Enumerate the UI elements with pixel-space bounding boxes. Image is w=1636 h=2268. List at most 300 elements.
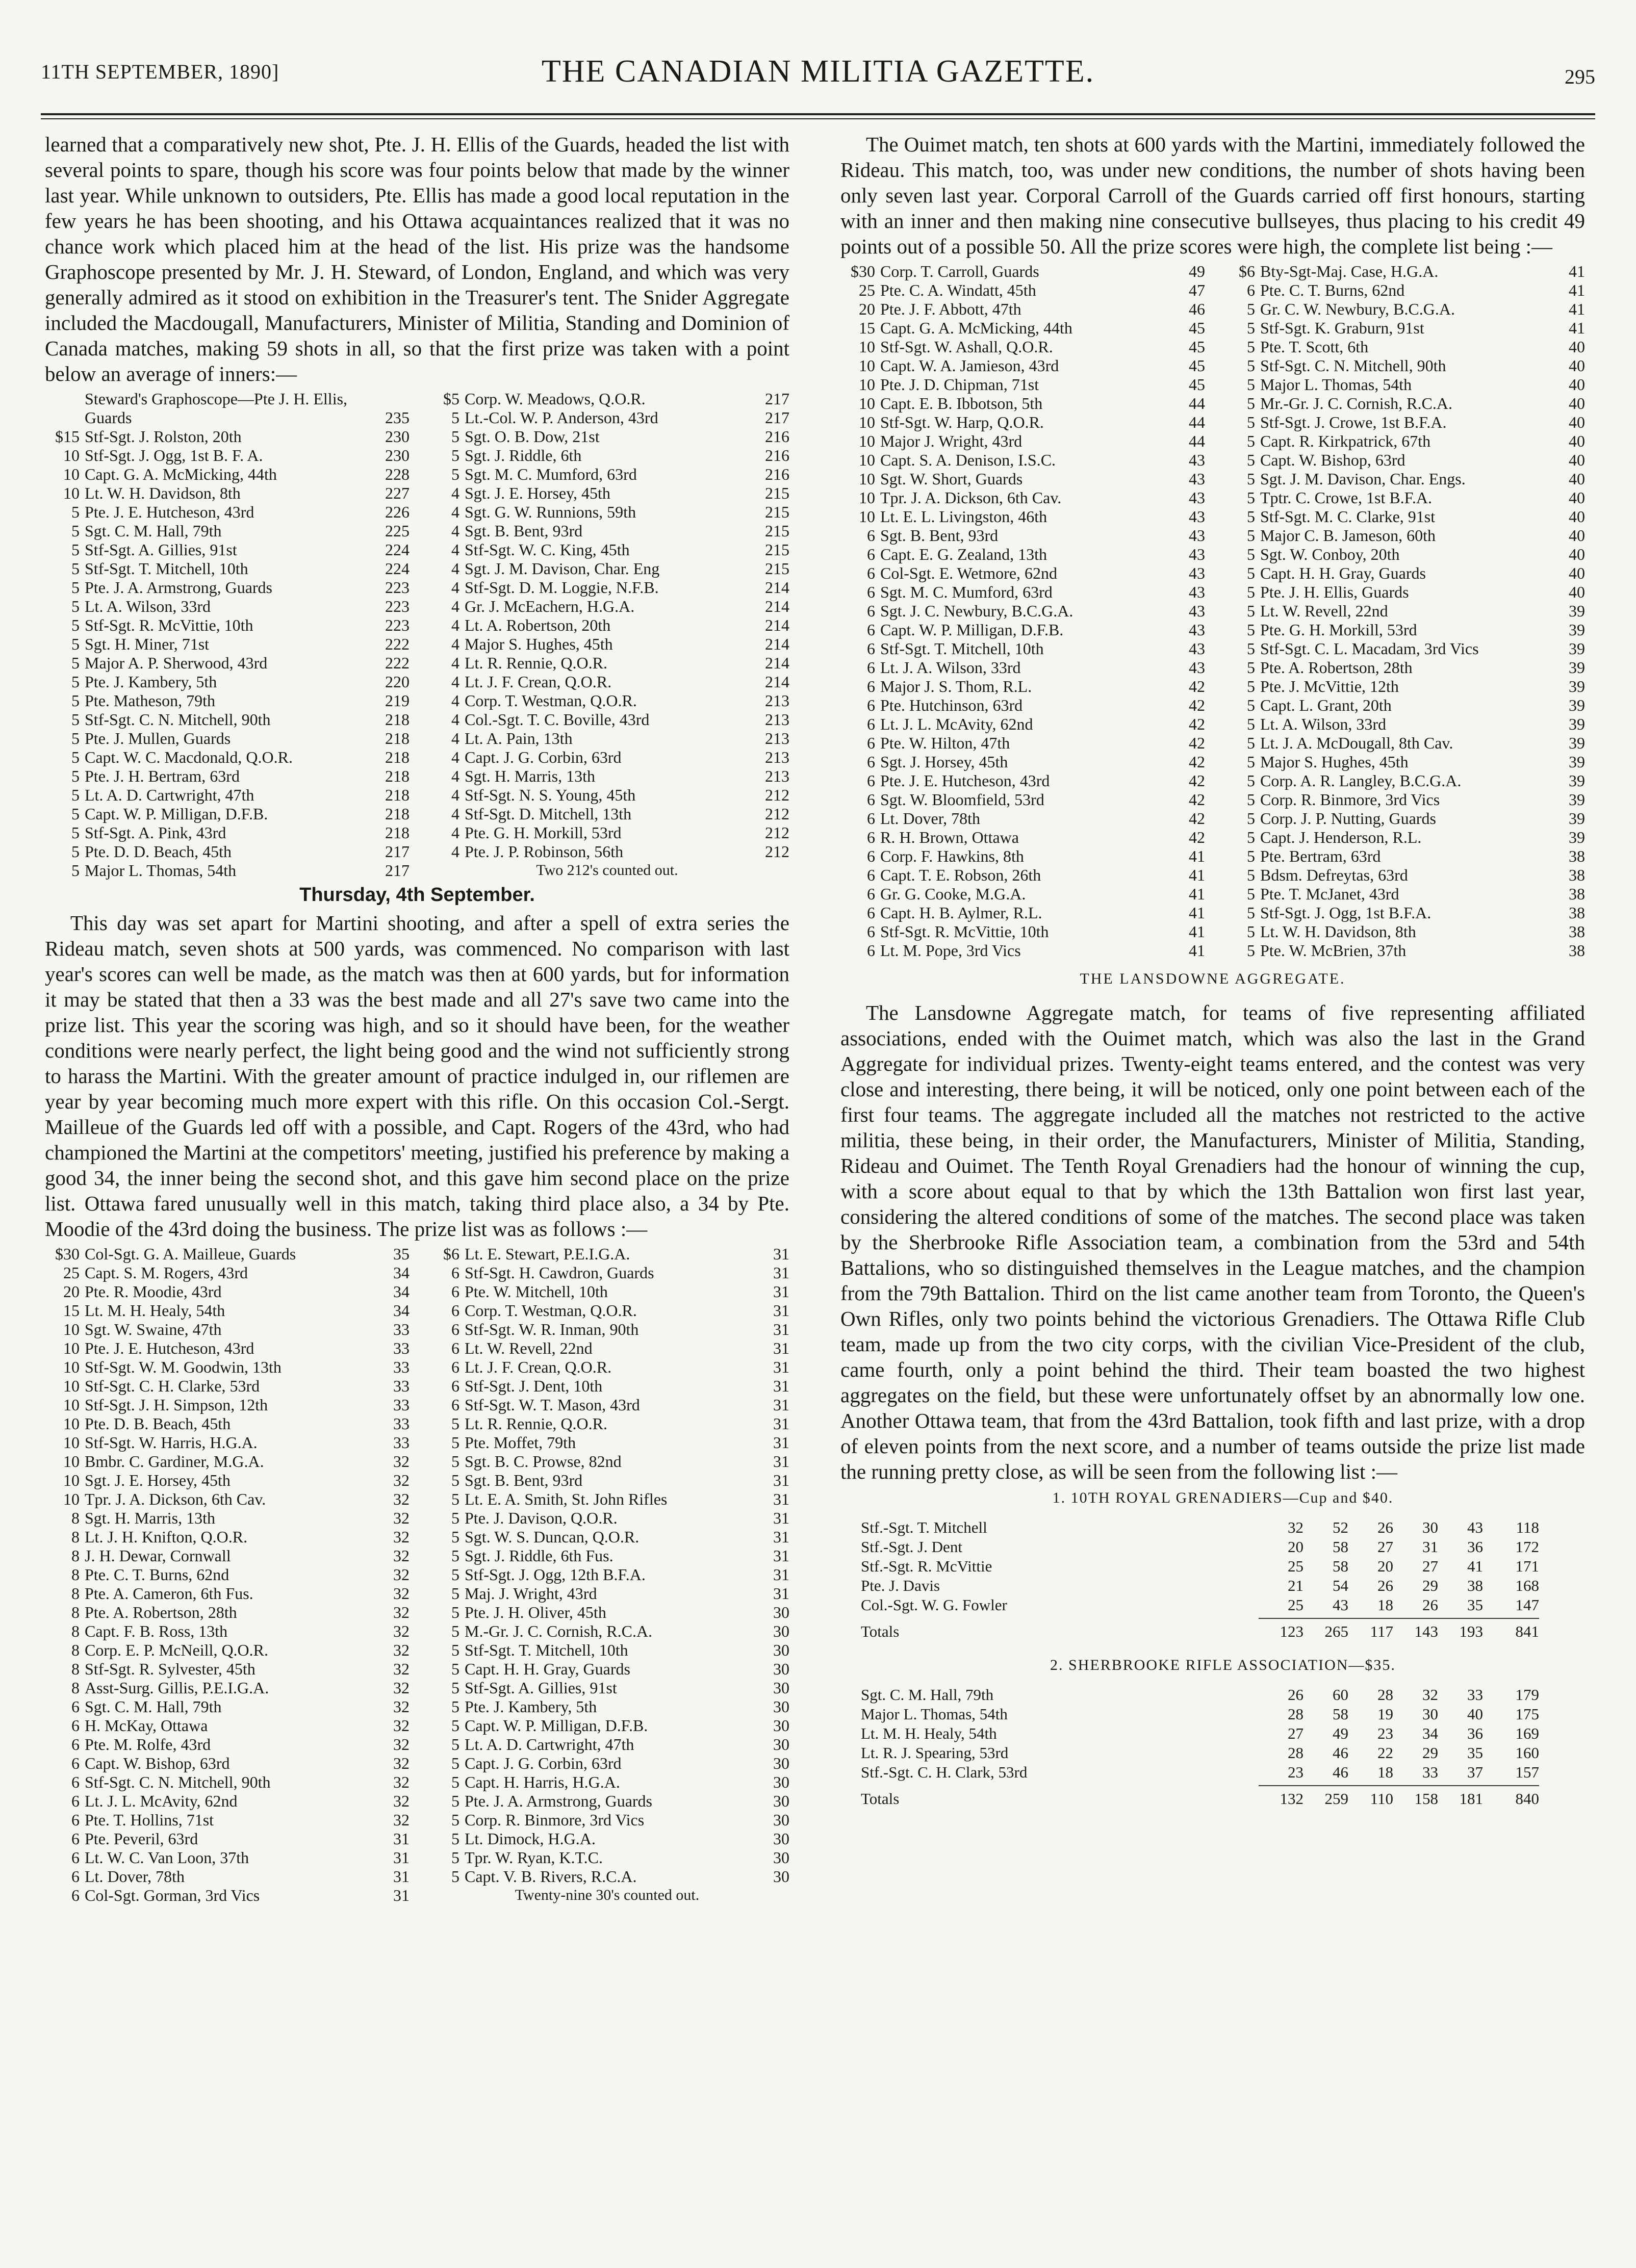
prize-row (45, 540, 410, 559)
competitor-name: Capt. S. A. Denison, I.S.C. (880, 451, 1056, 469)
match-score: 143 (1414, 1622, 1438, 1640)
competitor-name: Major J. S. Thom, R.L. (880, 677, 1032, 695)
match-score: 123 (1280, 1622, 1303, 1640)
competitor-name: Capt. V. B. Rivers, R.C.A. (465, 1867, 637, 1886)
score: 34 (393, 1282, 410, 1301)
match-score: 29 (1422, 1577, 1438, 1594)
competitor-name: Pte. A. Cameron, 6th Fus. (85, 1584, 253, 1603)
competitor-name: Col-Sgt. G. A. Mailleue, Guards (85, 1245, 296, 1263)
prize-amount: 20 (859, 300, 875, 318)
prize-row (1220, 941, 1585, 960)
prize-amount: 6 (867, 639, 875, 658)
competitor-name: Corp. J. P. Nutting, Guards (1260, 809, 1436, 828)
competitor-name: Capt. W. Bishop, 63rd (1260, 451, 1405, 469)
score: 32 (393, 1547, 410, 1565)
prize-row (1220, 507, 1585, 526)
competitor-name: Capt. R. Kirkpatrick, 67th (1260, 432, 1431, 450)
competitor-name: Stf-Sgt. J. Rolston, 20th (85, 427, 242, 446)
ouimet-prize-list (840, 262, 1585, 960)
competitor-name: Pte. J. F. Abbott, 47th (880, 300, 1021, 318)
score: 41 (1189, 904, 1205, 922)
score: 212 (765, 842, 789, 861)
score: 32 (393, 1490, 410, 1508)
score: 33 (393, 1377, 410, 1395)
prize-amount: 6 (867, 696, 875, 714)
prize-row (1220, 885, 1585, 904)
score: 31 (773, 1320, 789, 1338)
competitor-name: Lt.-Col. W. P. Anderson, 43rd (465, 408, 658, 427)
score: 45 (1189, 338, 1205, 356)
competitor-name: Corp. R. Binmore, 3rd Vics (465, 1811, 645, 1829)
score: 42 (1189, 715, 1205, 733)
score: 39 (1569, 602, 1585, 620)
prize-row (840, 696, 1205, 715)
competitor-name: Capt. W. P. Milligan, D.F.B. (465, 1716, 648, 1735)
score: 33 (393, 1358, 410, 1376)
prize-row (840, 828, 1205, 847)
prize-row (45, 1867, 410, 1886)
prize-amount: 10 (859, 470, 875, 488)
competitor-name: Stf-Sgt. J. Ogg, 1st B. F. A. (85, 446, 263, 465)
score: 32 (393, 1452, 410, 1471)
prize-amount: 6 (867, 526, 875, 545)
competitor-name: Major A. P. Sherwood, 43rd (85, 654, 268, 672)
score: 43 (1189, 639, 1205, 658)
prize-amount: 4 (451, 729, 459, 748)
prize-row (425, 1377, 789, 1396)
prize-row (425, 1471, 789, 1490)
prize-amount: 5 (1247, 621, 1255, 639)
competitor-name: Pte. W. Hilton, 47th (880, 734, 1010, 752)
prize-row (1220, 432, 1585, 451)
score: 223 (385, 597, 410, 615)
score: 42 (1189, 771, 1205, 790)
score: 31 (773, 1358, 789, 1376)
score: 44 (1189, 413, 1205, 431)
match-score: 117 (1370, 1622, 1393, 1640)
score: 213 (765, 729, 789, 748)
match-score: 40 (1467, 1705, 1483, 1723)
score: 218 (385, 823, 410, 842)
score: 33 (393, 1414, 410, 1433)
competitor-name: Stf-Sgt. R. McVittie, 10th (880, 922, 1049, 941)
score: 226 (385, 503, 410, 521)
prize-row (425, 390, 789, 408)
score: 41 (1569, 262, 1585, 280)
prize-amount: $6 (1239, 262, 1255, 280)
competitor-name: Col-Sgt. E. Wetmore, 62nd (880, 564, 1058, 582)
score: 42 (1189, 734, 1205, 752)
score: 32 (393, 1811, 410, 1829)
prize-row (840, 885, 1205, 904)
prize-amount: 6 (867, 904, 875, 922)
score: 35 (393, 1245, 410, 1263)
competitor-name: Capt. W. P. Milligan, D.F.B. (85, 805, 268, 823)
competitor-name: Lt. W. Revell, 22nd (465, 1339, 593, 1357)
score: 214 (765, 635, 789, 653)
prize-amount: 5 (451, 1829, 459, 1848)
member-name: Lt. M. H. Healy, 54th (861, 1724, 997, 1742)
prize-row (1220, 281, 1585, 300)
aggregate-total: 147 (1515, 1596, 1539, 1614)
prize-amount: 6 (451, 1377, 459, 1395)
prize-amount: 5 (451, 1716, 459, 1735)
prize-amount: 6 (867, 753, 875, 771)
score: 42 (1189, 790, 1205, 809)
list-note: Twenty-nine 30's counted out. (515, 1887, 700, 1903)
prize-amount: 10 (859, 375, 875, 394)
competitor-name: Pte. Bertram, 63rd (1260, 847, 1381, 865)
prize-amount: 5 (1247, 432, 1255, 450)
score: 218 (385, 710, 410, 729)
prize-row (425, 1622, 789, 1641)
score: 31 (773, 1490, 789, 1508)
competitor-name: Capt. F. B. Ross, 13th (85, 1622, 228, 1640)
prize-amount: 5 (451, 1509, 459, 1527)
prize-row (45, 1339, 410, 1358)
competitor-name: Sgt. W. Bloomfield, 53rd (880, 790, 1044, 809)
score: 42 (1189, 753, 1205, 771)
match-score: 38 (1467, 1577, 1483, 1594)
prize-list-col (425, 390, 789, 880)
match-score: 20 (1377, 1557, 1393, 1575)
score: 33 (393, 1320, 410, 1338)
competitor-name: Lt. J. F. Crean, Q.O.R. (465, 673, 612, 691)
competitor-name: Tpr. J. A. Dickson, 6th Cav. (880, 488, 1062, 507)
prize-amount: 10 (859, 413, 875, 431)
score: 215 (765, 484, 789, 502)
score: 30 (773, 1660, 789, 1678)
score: 214 (765, 597, 789, 615)
competitor-name: Lt. Dover, 78th (880, 809, 981, 828)
prize-row (45, 503, 410, 522)
score: 31 (773, 1414, 789, 1433)
prize-amount: 5 (1247, 470, 1255, 488)
competitor-name: Pte. J. Mullen, Guards (85, 729, 231, 748)
prize-amount: 6 (451, 1396, 459, 1414)
competitor-name: Pte. G. H. Morkill, 53rd (1260, 621, 1417, 639)
score: 214 (765, 654, 789, 672)
team-member-row (861, 1724, 1585, 1743)
prize-row (425, 729, 789, 748)
score: 41 (1189, 941, 1205, 960)
competitor-name: Sgt. J. E. Horsey, 45th (85, 1471, 231, 1489)
prize-row (425, 1547, 789, 1565)
score: 41 (1189, 866, 1205, 884)
competitor-name: Pte. A. Robertson, 28th (85, 1603, 237, 1621)
score: 39 (1569, 771, 1585, 790)
prize-row (45, 484, 410, 503)
prize-amount: 5 (451, 1811, 459, 1829)
match-score: 30 (1422, 1518, 1438, 1536)
competitor-name: Lt. W. H. Davidson, 8th (85, 484, 241, 502)
competitor-name: Lt. E. Stewart, P.E.I.G.A. (465, 1245, 630, 1263)
prize-amount: 6 (867, 847, 875, 865)
aggregate-total: 168 (1515, 1577, 1539, 1594)
score: 222 (385, 635, 410, 653)
prize-row (425, 1264, 789, 1282)
prize-row (425, 1584, 789, 1603)
competitor-name: Lt. Dimock, H.G.A. (465, 1829, 596, 1848)
competitor-name: Stf-Sgt. J. Dent, 10th (465, 1377, 603, 1395)
prize-row (45, 1886, 410, 1905)
match-score: 181 (1459, 1790, 1483, 1808)
aggregate-total: 118 (1516, 1518, 1539, 1536)
competitor-name: Lt. M. H. Healy, 54th (85, 1301, 225, 1320)
aggregate-total: 171 (1515, 1557, 1539, 1575)
prize-row (425, 1773, 789, 1792)
prize-row (840, 281, 1205, 300)
prize-amount: 10 (859, 507, 875, 526)
match-score: 35 (1467, 1596, 1483, 1614)
team-member-row (861, 1537, 1585, 1557)
score: 213 (765, 710, 789, 729)
score: 31 (773, 1282, 789, 1301)
competitor-name: Pte. J. H. Ellis, Guards (1260, 583, 1409, 601)
competitor-name: Asst-Surg. Gillis, P.E.I.G.A. (85, 1679, 269, 1697)
prize-amount: 6 (451, 1358, 459, 1376)
prize-row (425, 1301, 789, 1320)
score: 39 (1569, 639, 1585, 658)
prize-amount: 5 (451, 1528, 459, 1546)
competitor-name: Lt. W. C. Van Loon, 37th (85, 1848, 249, 1867)
score: 217 (765, 390, 789, 408)
prize-row (1220, 545, 1585, 564)
prize-row (45, 1547, 410, 1565)
competitor-name: Capt. E. G. Zealand, 13th (880, 545, 1047, 563)
score: 32 (393, 1773, 410, 1791)
member-name: Col.-Sgt. W. G. Fowler (861, 1596, 1007, 1614)
prize-row (425, 823, 789, 842)
prize-amount: 8 (71, 1528, 80, 1546)
competitor-name: Major S. Hughes, 45th (1260, 753, 1409, 771)
score: 34 (393, 1264, 410, 1282)
score: 31 (393, 1867, 410, 1886)
prize-row (425, 1811, 789, 1829)
match-score: 193 (1459, 1622, 1483, 1640)
competitor-name: H. McKay, Ottawa (85, 1716, 208, 1735)
match-score: 28 (1288, 1744, 1303, 1762)
competitor-name: Capt. W. A. Jamieson, 43rd (880, 356, 1059, 375)
prize-amount: 5 (71, 691, 80, 710)
score: 38 (1569, 941, 1585, 960)
score: 30 (773, 1679, 789, 1697)
score: 30 (773, 1603, 789, 1621)
prize-row (45, 616, 410, 635)
competitor-name: Sgt. H. Miner, 71st (85, 635, 210, 653)
prize-row (1220, 451, 1585, 470)
competitor-name: Pte. Moffet, 79th (465, 1433, 576, 1452)
competitor-name: Capt. H. Harris, H.G.A. (465, 1773, 620, 1791)
prize-row (840, 375, 1205, 394)
prize-row (45, 1660, 410, 1679)
competitor-name: Lt. J. A. Wilson, 33rd (880, 658, 1021, 677)
score: 32 (393, 1716, 410, 1735)
prize-row (840, 790, 1205, 809)
prize-row (425, 1565, 789, 1584)
prize-row (425, 503, 789, 522)
prize-row (45, 1301, 410, 1320)
competitor-name: Bty-Sgt-Maj. Case, H.G.A. (1260, 262, 1439, 280)
competitor-name: Stf-Sgt. T. Mitchell, 10th (465, 1641, 628, 1659)
competitor-name: Sgt. B. C. Prowse, 82nd (465, 1452, 622, 1471)
competitor-name: Corp. E. P. McNeill, Q.O.R. (85, 1641, 268, 1659)
prize-amount: 5 (1247, 319, 1255, 337)
score: 219 (385, 691, 410, 710)
prize-amount: 6 (867, 866, 875, 884)
prize-amount: 5 (71, 635, 80, 653)
competitor-name: Stf-Sgt. C. N. Mitchell, 90th (85, 710, 271, 729)
score: 30 (773, 1735, 789, 1754)
aggregate-total: 157 (1515, 1763, 1539, 1781)
prize-list-col (45, 390, 410, 880)
prize-row (840, 583, 1205, 602)
prize-amount: 5 (1247, 753, 1255, 771)
prize-row (840, 338, 1205, 356)
score: 32 (393, 1528, 410, 1546)
score: 30 (773, 1867, 789, 1886)
prize-amount: 5 (451, 1848, 459, 1867)
score: 39 (1569, 696, 1585, 714)
match-score: 26 (1288, 1686, 1303, 1704)
competitor-name: Pte. J. Davison, Q.O.R. (465, 1509, 618, 1527)
match-score: 31 (1422, 1538, 1438, 1556)
prize-amount: 4 (451, 823, 459, 842)
prize-amount: 5 (1247, 526, 1255, 545)
prize-amount: 6 (71, 1773, 80, 1791)
prize-row (1220, 602, 1585, 621)
score: 34 (393, 1301, 410, 1320)
prize-row (45, 767, 410, 786)
match-score: 20 (1288, 1538, 1303, 1556)
score: 214 (765, 616, 789, 634)
list-note: Two 212's counted out. (536, 862, 678, 879)
competitor-name: Stf-Sgt. W. T. Mason, 43rd (465, 1396, 640, 1414)
prize-amount: 5 (71, 805, 80, 823)
prize-amount: 5 (71, 578, 80, 597)
competitor-name: Stf-Sgt. J. Ogg, 1st B.F.A. (1260, 904, 1432, 922)
competitor-name: Capt. H. B. Aylmer, R.L. (880, 904, 1042, 922)
competitor-name: Stf-Sgt. J. Ogg, 12th B.F.A. (465, 1565, 646, 1584)
score: 217 (765, 408, 789, 427)
prize-amount: 6 (71, 1716, 80, 1735)
prize-row (1220, 753, 1585, 771)
prize-row (45, 522, 410, 540)
prize-amount: 10 (63, 1339, 80, 1357)
competitor-name: Pte. J. A. Armstrong, Guards (465, 1792, 652, 1810)
competitor-name: Capt. W. P. Milligan, D.F.B. (880, 621, 1064, 639)
team-member-row (861, 1685, 1585, 1705)
prize-amount: 4 (451, 540, 459, 559)
prize-amount: 10 (859, 451, 875, 469)
competitor-name: Sgt. J. M. Davison, Char. Engs. (1260, 470, 1466, 488)
score: 213 (765, 767, 789, 785)
match-score: 259 (1324, 1790, 1348, 1808)
prize-row (425, 484, 789, 503)
aggregate-total: 179 (1515, 1686, 1539, 1704)
competitor-name: Pte. Peveril, 63rd (85, 1829, 198, 1848)
prize-amount: 5 (1247, 885, 1255, 903)
prize-row (840, 753, 1205, 771)
score: 31 (773, 1301, 789, 1320)
competitor-name: Lt. J. A. McDougall, 8th Cav. (1260, 734, 1453, 752)
score: 38 (1569, 847, 1585, 865)
prize-row (840, 658, 1205, 677)
prize-row (840, 526, 1205, 545)
prize-row (45, 691, 410, 710)
prize-row (425, 559, 789, 578)
score: 41 (1569, 319, 1585, 337)
match-score: 27 (1288, 1724, 1303, 1742)
score: 214 (765, 578, 789, 597)
score: 32 (393, 1792, 410, 1810)
prize-row (425, 1641, 789, 1660)
competitor-name: Lt. J. H. Knifton, Q.O.R. (85, 1528, 248, 1546)
competitor-name: Stf-Sgt. R. McVittie, 10th (85, 616, 253, 634)
prize-amount: 6 (71, 1792, 80, 1810)
match-score: 34 (1422, 1724, 1438, 1742)
prize-amount: 5 (1247, 545, 1255, 563)
prize-amount: 5 (1247, 715, 1255, 733)
prize-amount: 5 (71, 559, 80, 578)
match-score: 36 (1467, 1724, 1483, 1742)
prize-amount: 10 (63, 484, 80, 502)
prize-row (45, 1773, 410, 1792)
prize-amount: 5 (1247, 564, 1255, 582)
score: 45 (1189, 375, 1205, 394)
prize-amount: 6 (867, 828, 875, 846)
score: 43 (1189, 451, 1205, 469)
competitor-name: Sgt. W. Short, Guards (880, 470, 1023, 488)
competitor-name: Pte. T. Hollins, 71st (85, 1811, 214, 1829)
prize-row (45, 465, 410, 484)
prize-amount: 5 (1247, 790, 1255, 809)
prize-row (840, 734, 1205, 753)
score: 40 (1569, 526, 1585, 545)
prize-row (45, 805, 410, 823)
prize-amount: 5 (1247, 696, 1255, 714)
competitor-name: Stf-Sgt. N. S. Young, 45th (465, 786, 636, 804)
competitor-name: Sgt. H. Marris, 13th (465, 767, 595, 785)
competitor-name: Sgt. J. E. Horsey, 45th (465, 484, 610, 502)
competitor-name: Capt. L. Grant, 20th (1260, 696, 1392, 714)
prize-row (45, 1509, 410, 1528)
prize-row (45, 1829, 410, 1848)
score: 31 (773, 1433, 789, 1452)
prize-row (45, 673, 410, 691)
competitor-name: Pte. W. Mitchell, 10th (465, 1282, 608, 1301)
prize-row (45, 786, 410, 805)
competitor-name: Maj. J. Wright, 43rd (465, 1584, 597, 1603)
score: 212 (765, 805, 789, 823)
competitor-name: Stf-Sgt. C. H. Clarke, 53rd (85, 1377, 260, 1395)
prize-row (45, 842, 410, 861)
aggregate-total: 175 (1515, 1705, 1539, 1723)
score: 218 (385, 729, 410, 748)
prize-amount: 8 (71, 1641, 80, 1659)
prize-amount: 5 (451, 1452, 459, 1471)
score: 43 (1189, 545, 1205, 563)
score: 32 (393, 1641, 410, 1659)
score: 31 (773, 1396, 789, 1414)
score: 41 (1189, 847, 1205, 865)
prize-amount: 5 (71, 767, 80, 785)
competitor-name: Capt. E. B. Ibbotson, 5th (880, 394, 1043, 413)
score: 215 (765, 559, 789, 578)
rideau-prize-list (45, 1245, 789, 1905)
prize-amount: 5 (451, 1565, 459, 1584)
match-score: 41 (1467, 1557, 1483, 1575)
